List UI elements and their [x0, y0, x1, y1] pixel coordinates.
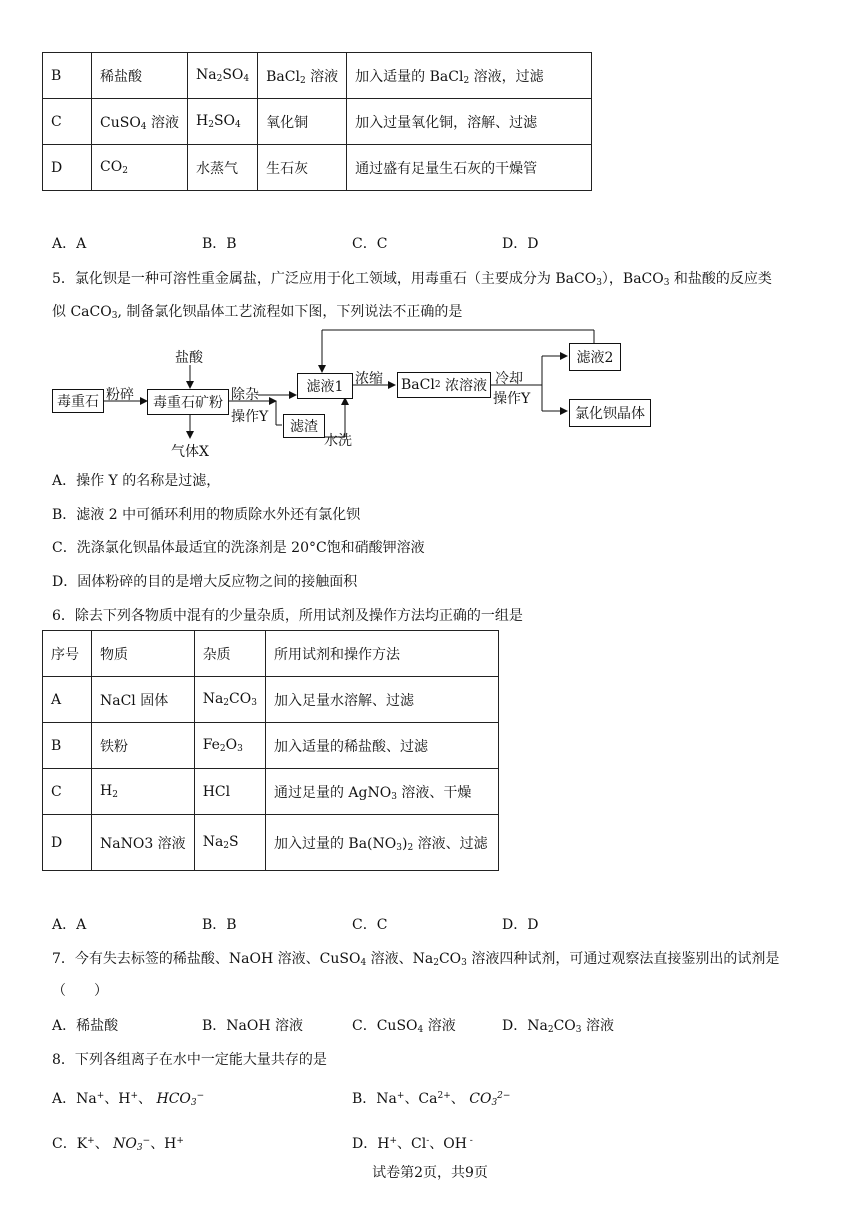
label-nong-suo: 浓缩 [355, 371, 383, 387]
table-cell: 生石灰 [258, 145, 347, 191]
table-row [43, 677, 499, 723]
table-cell: $Na_2SO_4$ [187, 53, 257, 99]
option-a[interactable]: A．A [52, 917, 87, 933]
table-cell: 加入适量的 BaCl$_2$ 溶液，过滤 [347, 53, 592, 99]
table-cell: HCl [194, 769, 265, 815]
table-cell: $CO_2$ [92, 145, 188, 191]
table-cell: BaCl$_2$ 溶液 [258, 53, 347, 99]
table-cell: 通过盛有足量生石灰的干燥管 [347, 145, 592, 191]
label-chu-za: 除杂 [231, 387, 259, 403]
table-cell: NaCl 固体 [92, 677, 195, 723]
table-cell: A [43, 677, 92, 723]
header-cell: 所用试剂和操作方法 [265, 631, 498, 677]
q8-stem: 8．下列各组离子在水中一定能大量共存的是 [52, 1052, 327, 1068]
header-cell: 物质 [92, 631, 195, 677]
table-cell: D [43, 815, 92, 871]
q6-stem: 6．除去下列各物质中混有的少量杂质，所用试剂及操作方法均正确的一组是 [52, 608, 523, 624]
box-du-zhong-shi-kuang-fen: 毒重石矿粉 [147, 389, 229, 415]
box-lv-zha: 滤渣 [283, 414, 325, 438]
table-cell: $H_2$ [92, 769, 195, 815]
table-cell: NaNO3 溶液 [92, 815, 195, 871]
option-d[interactable]: D．H+、Cl-、OH - [352, 1136, 473, 1152]
box-crystal: 氯化钡晶体 [569, 399, 651, 427]
table-row [43, 723, 499, 769]
option-b[interactable]: B．B [202, 236, 237, 252]
label-fen-sui: 粉碎 [106, 387, 134, 403]
option-c[interactable]: C．C [352, 236, 388, 252]
box-lv-ye-1: 滤液1 [297, 373, 353, 399]
table-cell: 加入适量的稀盐酸、过滤 [265, 723, 498, 769]
page-footer: 试卷第2页，共9页 [372, 1165, 488, 1181]
q5-option-c[interactable]: C．洗涤氯化钡晶体最适宜的洗涤剂是 20°C饱和硝酸钾溶液 [52, 540, 425, 556]
option-b[interactable]: B．Na+、$Ca^{2+}$、 $CO_3^{2-}$ [352, 1091, 511, 1108]
q7-stem-line2: （ ） [52, 983, 108, 999]
q5-option-a[interactable]: A．操作 Y 的名称是过滤， [52, 473, 221, 489]
option-c[interactable]: C．K+、 $NO_3^-$、H+ [52, 1136, 184, 1153]
option-a[interactable]: A．Na+、H+、 $HCO_3^-$ [52, 1091, 205, 1108]
box-bacl2-solution: BaCl 2 浓溶液 [397, 372, 491, 398]
q5-option-d[interactable]: D．固体粉碎的目的是增大反应物之间的接触面积 [52, 574, 358, 590]
option-b[interactable]: B．B [202, 917, 237, 933]
table-cell: 加入足量水溶解、过滤 [265, 677, 498, 723]
table-cell: 加入过量氧化铜，溶解、过滤 [347, 99, 592, 145]
label-yan-suan: 盐酸 [175, 350, 203, 366]
table-cell: D [43, 145, 92, 191]
table-cell: $Na_2CO_3$ [194, 677, 265, 723]
table-cell: 水蒸气 [187, 145, 257, 191]
table-cell: 稀盐酸 [92, 53, 188, 99]
table-cell: C [43, 769, 92, 815]
label-leng-que: 冷却 [495, 371, 523, 387]
table-header-row [43, 631, 499, 677]
label-cao-zuo-y-1: 操作Y [231, 409, 269, 425]
label-cao-zuo-y-2: 操作Y [493, 391, 531, 407]
table-cell: 铁粉 [92, 723, 195, 769]
option-a[interactable]: A．A [52, 236, 87, 252]
box-du-zhong-shi: 毒重石 [52, 389, 104, 413]
table-cell: $H_2SO_4$ [187, 99, 257, 145]
q5-stem-line1: 5．氯化钡是一种可溶性重金属盐，广泛应用于化工领域，用毒重石（主要成分为 BaCO$_3$），BaCO$_3$ 和盐酸的反应类 [52, 271, 772, 288]
table-cell: B [43, 723, 92, 769]
table-row [43, 815, 499, 871]
option-b[interactable]: B．NaOH 溶液 [202, 1018, 304, 1034]
header-cell: 杂质 [194, 631, 265, 677]
option-a[interactable]: A．稀盐酸 [52, 1018, 119, 1034]
table-row [43, 769, 499, 815]
label-shui-xi: 水洗 [324, 433, 352, 449]
q5-option-b[interactable]: B．滤液 2 中可循环利用的物质除水外还有氯化钡 [52, 507, 361, 523]
header-cell: 序号 [43, 631, 92, 677]
q5-stem-line2: 似 CaCO$_3$, 制备氯化钡晶体工艺流程如下图，下列说法不正确的是 [52, 304, 463, 321]
table-cell: 氧化铜 [258, 99, 347, 145]
table-cell: 加入过量的 $Ba(NO_3)_2$ 溶液、过滤 [265, 815, 498, 871]
table-q6 [42, 630, 499, 871]
q7-stem-line1: 7．今有失去标签的稀盐酸、NaOH 溶液、CuSO$_4$ 溶液、$Na_2CO_3$ 溶液四种试剂，可通过观察法直接鉴别出的试剂是 [52, 951, 780, 968]
table-cell: CuSO$_4$ 溶液 [92, 99, 188, 145]
table-cell: $Fe_2O_3$ [194, 723, 265, 769]
option-d[interactable]: D．D [502, 917, 539, 933]
table-cell: C [43, 99, 92, 145]
option-d[interactable]: D．D [502, 236, 539, 252]
label-qi-ti-x: 气体X [171, 444, 209, 460]
table-cell: 通过足量的 AgNO$_3$ 溶液、干燥 [265, 769, 498, 815]
table-cell: $Na_2S$ [194, 815, 265, 871]
option-d[interactable]: D．$Na_2CO_3$ 溶液 [502, 1018, 614, 1035]
box-lv-ye-2: 滤液2 [569, 343, 621, 371]
table-cell: B [43, 53, 92, 99]
option-c[interactable]: C．C [352, 917, 388, 933]
option-c[interactable]: C．CuSO$_4$ 溶液 [352, 1018, 456, 1035]
